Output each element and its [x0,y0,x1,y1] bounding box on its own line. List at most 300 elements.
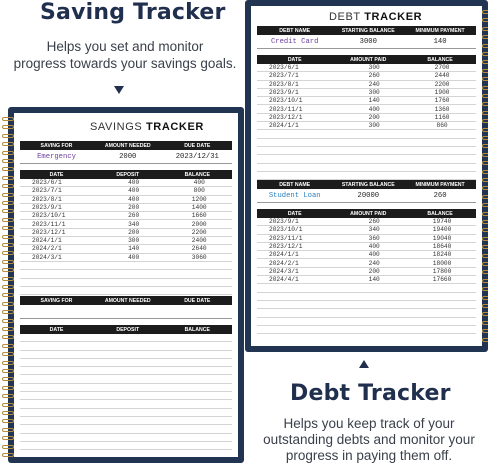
row-amount [101,409,167,416]
row-amount: 140 [368,276,380,284]
row-balance: 800 [193,187,205,195]
row-amount [101,334,167,341]
table-row [257,164,476,172]
header-date: DATE [287,56,302,63]
spiral-ring [2,193,14,197]
row-date: 2023/8/1 [32,195,62,203]
row-amount [101,367,167,374]
spiral-ring [482,10,488,14]
row-balance: 1400 [191,203,207,211]
row-amount [340,293,408,300]
table-row [20,342,232,350]
row-balance [166,351,232,358]
row-balance: 19740 [432,218,452,225]
row-date: 2024/3/1 [269,267,299,275]
table-row [257,318,476,326]
row-amount: 400 [368,251,380,259]
spiral-ring [2,167,14,171]
row-date [20,409,101,416]
row-date: 2024/2/1 [32,245,62,253]
spiral-ring [482,69,488,73]
spiral-ring [482,237,488,241]
spiral-ring [482,287,488,291]
table-row [257,72,476,80]
header-amount-needed: AMOUNT NEEDED [104,142,151,149]
spiral-ring [482,312,488,316]
header-amount-paid: AMOUNT PAID [350,210,387,217]
spiral-ring [482,228,488,232]
savings-goal-row [20,150,232,164]
row-balance [166,262,232,269]
debt1-header [257,26,476,35]
row-date [20,279,101,286]
spiral-ring [2,285,14,289]
table-row [257,147,476,155]
row-balance [166,425,232,432]
savings-title-light: SAVINGS [90,121,143,133]
spiral-ring [482,329,488,333]
row-amount: 260 [128,212,140,220]
row-amount [101,270,167,277]
spiral-ring [2,260,14,264]
row-balance [166,434,232,441]
header-due-date: DUE DATE [184,297,211,304]
row-balance [166,409,232,416]
row-date [20,351,101,358]
row-date [257,309,340,316]
spiral-ring [2,268,14,272]
row-balance [166,450,232,457]
row-balance: 2200 [434,80,450,88]
row-amount [340,130,408,137]
debt-title-light: DEBT [329,11,361,23]
row-balance [408,309,476,316]
header-balance: BALANCE [184,171,210,178]
row-date: 2023/11/1 [32,220,66,228]
table-row [257,284,476,292]
row-amount [340,309,408,316]
row-amount [101,376,167,383]
row-amount [101,384,167,391]
row-date [20,376,101,383]
table-row [257,260,476,268]
row-date [257,318,340,325]
header-saving-for: SAVING FOR [40,297,73,304]
spiral-ring [2,453,14,457]
spiral-ring [482,220,488,224]
row-amount: 340 [128,220,140,228]
row-balance [408,147,476,154]
row-amount [101,359,167,366]
spiral-ring [2,218,14,222]
spiral-ring [482,86,488,90]
table-row [20,351,232,359]
row-balance: 400 [193,179,205,186]
row-date [257,139,340,146]
spiral-ring [2,142,14,146]
table-row [257,64,476,72]
header-due-date: DUE DATE [184,142,211,149]
table-row [257,276,476,284]
spiral-ring [2,361,14,365]
spiral-ring [2,403,14,407]
spiral-ring [482,161,488,165]
row-balance [166,417,232,424]
row-amount: 140 [368,97,380,105]
row-date [20,342,101,349]
row-amount: 300 [368,88,380,96]
table-row [257,106,476,114]
table-row [20,287,232,295]
spiral-ring [482,262,488,266]
table-row [257,172,476,180]
spiral-ring [482,186,488,190]
row-date [257,147,340,154]
row-amount: 140 [128,245,140,253]
row-amount: 200 [128,203,140,211]
row-date [257,301,340,308]
row-balance [166,334,232,341]
table-row [20,359,232,367]
row-amount [101,425,167,432]
row-date [20,359,101,366]
table-row [257,251,476,259]
spiral-ring [482,212,488,216]
table-row [20,179,232,187]
row-date [20,270,101,277]
row-amount: 400 [368,105,380,113]
table-row [20,196,232,204]
row-date [20,392,101,399]
debt2-log-header [257,209,476,218]
debt2-minimum-payment: 260 [433,191,447,200]
row-date [20,417,101,424]
row-date [20,367,101,374]
row-amount: 400 [128,195,140,203]
spiral-ring [482,338,488,342]
table-row [20,254,232,262]
row-amount: 300 [368,64,380,71]
savings-sheet-title [90,121,204,133]
row-balance [408,284,476,291]
spiral-ring [482,102,488,106]
header-deposit: DEPOSIT [116,171,140,178]
row-date [20,334,101,341]
row-amount [101,392,167,399]
header-debt-name: DEBT NAME [279,181,311,188]
spiral-ring [2,310,14,314]
spiral-ring [482,111,488,115]
row-balance: 18640 [432,242,452,250]
saving-tracker-desc-line1: Helps you set and monitor [46,39,204,54]
row-amount [101,417,167,424]
debt2-name: Student Loan [268,191,321,200]
table-row [257,226,476,234]
spiral-ring [2,159,14,163]
row-balance: 1160 [434,113,450,121]
spiral-ring [2,243,14,247]
row-amount [340,155,408,162]
spiral-ring [2,327,14,331]
table-row [20,400,232,408]
table-row [257,326,476,334]
spiral-ring [2,386,14,390]
spiral-ring [2,394,14,398]
row-amount: 240 [368,259,380,267]
header-saving-for: SAVING FOR [40,142,73,149]
savings-log2-header [20,325,232,334]
row-balance [166,384,232,391]
spiral-ring [2,445,14,449]
row-date: 2023/9/1 [269,88,299,96]
table-row [257,81,476,89]
row-balance [166,279,232,286]
goal-amount-needed: 2000 [119,152,137,161]
debt1-minimum-payment: 140 [433,37,447,46]
row-balance: 1360 [434,105,450,113]
arrow-down-icon [114,86,124,94]
row-amount: 200 [368,267,380,275]
spiral-ring [482,119,488,123]
debt-sheet-title [329,11,422,23]
row-balance [166,287,232,294]
row-amount [340,284,408,291]
header-amount-paid: AMOUNT PAID [350,56,387,63]
row-date: 2023/9/1 [32,203,62,211]
row-balance: 19040 [432,234,452,242]
spiral-ring [2,251,14,255]
spiral-ring [2,302,14,306]
row-amount [101,279,167,286]
debt-spiral-binding [482,10,488,346]
row-balance [166,359,232,366]
arrow-up-icon [359,360,369,368]
row-amount [340,326,408,333]
table-row [20,270,232,278]
row-date: 2023/11/1 [269,105,303,113]
table-row [20,245,232,253]
spiral-ring [2,436,14,440]
row-amount [340,164,408,171]
table-row [257,218,476,226]
row-date [257,326,340,333]
savings-goal2-header [20,296,232,305]
row-amount [340,147,408,154]
row-date: 2023/12/1 [269,242,303,250]
debt-tracker-desc-line3: progress in paying them off. [285,448,453,463]
spiral-ring [2,125,14,129]
row-balance: 1200 [191,195,207,203]
table-row [257,97,476,105]
table-row [20,434,232,442]
row-balance: 17800 [432,267,452,275]
spiral-ring [482,296,488,300]
savings-tracker-page [14,113,238,457]
row-amount [101,442,167,449]
row-balance [408,326,476,333]
row-date: 2023/12/1 [32,228,66,236]
debt2-starting-balance: 20000 [357,191,380,200]
spiral-ring [2,184,14,188]
row-date: 2024/2/1 [269,259,299,267]
spiral-ring [2,335,14,339]
table-row [20,409,232,417]
table-row [257,301,476,309]
spiral-ring [2,277,14,281]
row-amount: 340 [368,226,380,234]
spiral-ring [482,35,488,39]
goal-due-date: 2023/12/31 [175,152,219,161]
row-date [257,164,340,171]
row-amount: 400 [128,187,140,195]
row-balance [408,130,476,137]
row-amount: 240 [368,80,380,88]
row-balance [408,139,476,146]
row-balance: 1660 [191,212,207,220]
savings-goal2-row [20,305,232,319]
header-deposit: DEPOSIT [116,326,140,333]
row-balance [166,376,232,383]
row-amount [340,172,408,179]
row-date: 2023/7/1 [32,187,62,195]
header-date: DATE [49,326,64,333]
row-date: 2023/7/1 [269,72,299,80]
row-date: 2023/9/1 [269,218,299,225]
spiral-ring [2,151,14,155]
spiral-ring [482,245,488,249]
row-amount [340,139,408,146]
row-date [257,293,340,300]
spiral-ring [482,52,488,56]
row-balance [166,270,232,277]
table-row [257,309,476,317]
row-balance: 3060 [191,253,207,261]
debt1-starting-balance: 3000 [359,37,377,46]
row-amount [340,301,408,308]
row-amount: 400 [368,242,380,250]
row-balance [408,318,476,325]
spiral-ring [2,369,14,373]
table-row [20,279,232,287]
row-balance: 2440 [434,72,450,80]
spiral-ring [482,128,488,132]
table-row [257,130,476,138]
spiral-ring [482,170,488,174]
spiral-ring [2,235,14,239]
row-amount: 400 [128,253,140,261]
row-amount: 260 [368,72,380,80]
row-amount [101,434,167,441]
row-date: 2023/10/1 [269,226,303,234]
savings-tracker-notebook [8,107,244,463]
debt-tracker-page [251,6,482,346]
row-amount: 300 [128,237,140,245]
header-debt-name: DEBT NAME [279,27,311,34]
row-amount: 200 [128,228,140,236]
spiral-ring [2,352,14,356]
debt1-name: Credit Card [270,37,319,46]
row-date: 2023/10/1 [32,212,66,220]
debt-tracker-desc-line2: outstanding debts and monitor your [263,432,475,447]
spiral-ring [2,344,14,348]
debt-tracker-desc-line1: Helps you keep track of your [283,416,455,431]
spiral-ring [482,60,488,64]
row-balance [166,392,232,399]
spiral-ring [482,203,488,207]
spiral-ring [2,293,14,297]
header-balance: BALANCE [184,326,210,333]
row-balance: 18000 [432,259,452,267]
header-amount-needed: AMOUNT NEEDED [104,297,151,304]
table-row [257,155,476,163]
row-date [257,284,340,291]
debt2-row [257,189,476,203]
row-date: 2023/11/1 [269,234,303,242]
table-row [20,384,232,392]
spiral-ring [2,319,14,323]
debt-tracker-title: Debt Tracker [290,381,451,406]
spiral-ring [482,44,488,48]
header-starting-balance: STARTING BALANCE [341,181,395,188]
row-date [257,130,340,137]
row-date: 2023/6/1 [269,64,299,71]
spiral-ring [2,134,14,138]
table-row [20,376,232,384]
header-balance: BALANCE [427,56,453,63]
saving-tracker-title: Saving Tracker [40,0,226,25]
spiral-ring [2,411,14,415]
table-row [20,450,232,457]
table-row [257,243,476,251]
table-row [257,235,476,243]
row-amount [101,351,167,358]
row-date [20,287,101,294]
row-date [20,434,101,441]
row-balance: 2700 [434,64,450,71]
row-balance: 18240 [432,251,452,259]
row-date: 2024/1/1 [269,251,299,259]
header-minimum-payment: MINIMUM PAYMENT [415,181,465,188]
debt2-header [257,180,476,189]
table-row [257,114,476,122]
row-date [20,425,101,432]
table-row [20,212,232,220]
row-balance [408,155,476,162]
table-row [20,262,232,270]
table-row [20,425,232,433]
row-balance: 860 [436,122,448,130]
spiral-ring [482,153,488,157]
table-row [20,442,232,450]
row-amount: 300 [368,122,380,130]
row-date [20,262,101,269]
header-starting-balance: STARTING BALANCE [341,27,395,34]
row-date [20,400,101,407]
spiral-ring [482,254,488,258]
row-amount [340,318,408,325]
header-date: DATE [49,171,64,178]
row-date [20,384,101,391]
spiral-ring [2,226,14,230]
table-row [20,204,232,212]
saving-tracker-desc-line2: progress towards your savings goals. [13,56,237,71]
row-amount [101,342,167,349]
row-date [257,155,340,162]
table-row [20,334,232,342]
table-row [257,122,476,130]
row-balance: 2000 [191,220,207,228]
row-balance: 17660 [432,276,452,284]
